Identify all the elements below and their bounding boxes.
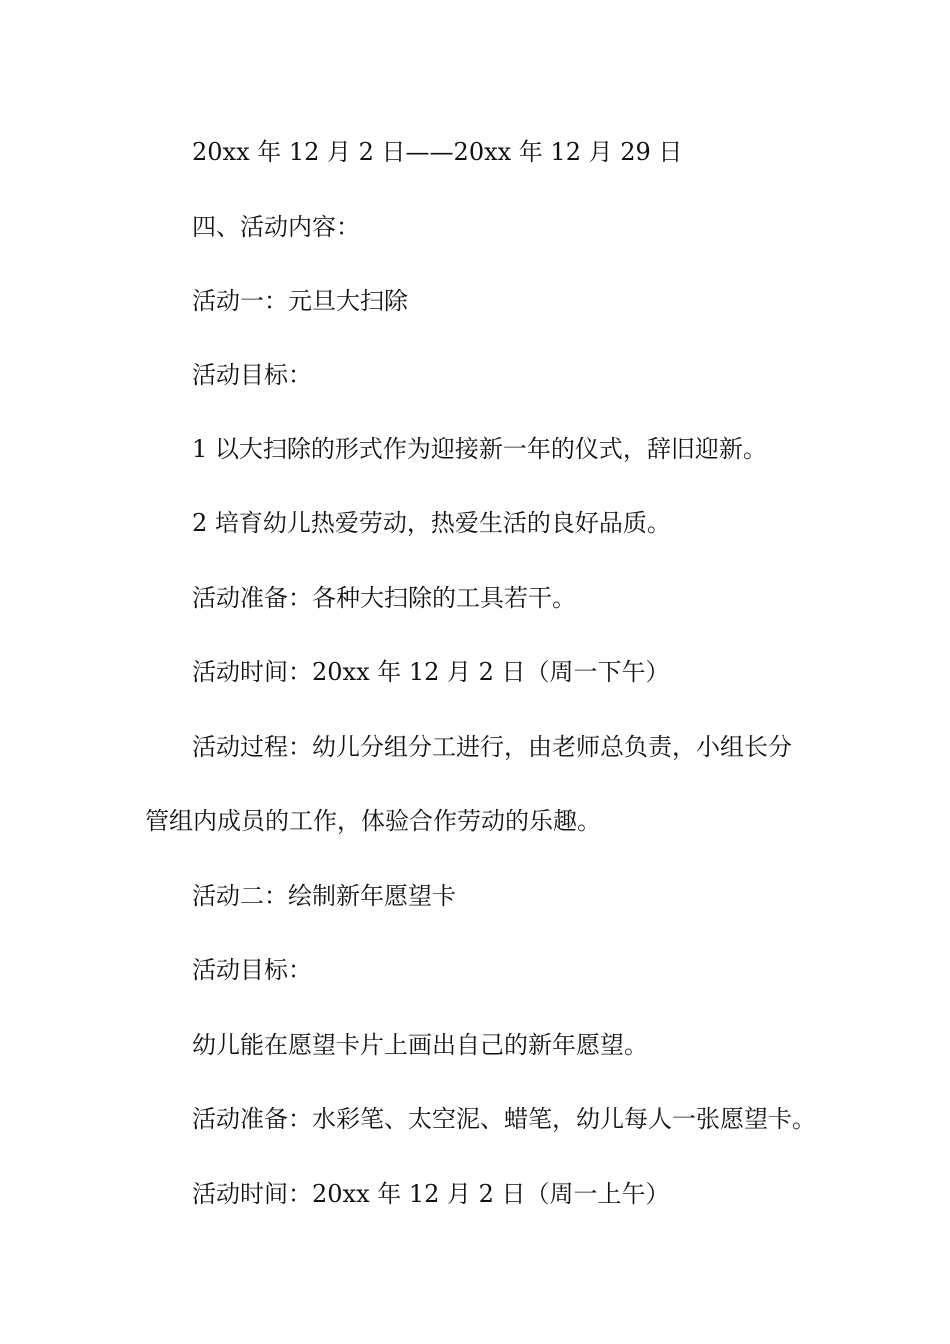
activity-two-goal: 幼儿能在愿望卡片上画出自己的新年愿望。 [192,1031,648,1059]
activity-two-title: 活动二：绘制新年愿望卡 [192,882,456,910]
activity-one-time: 活动时间：20xx 年 12 月 2 日（周一下午） [192,658,670,686]
activity-one-goal-1: 1 以大扫除的形式作为迎接新一年的仪式，辞旧迎新。 [192,435,767,463]
activity-two-goal-label: 活动目标： [192,956,312,984]
activity-one-title: 活动一：元旦大扫除 [192,287,408,315]
section-heading-activity-content: 四、活动内容： [192,213,360,241]
activity-date-range: 20xx 年 12 月 2 日——20xx 年 12 月 29 日 [192,138,683,166]
activity-one-goal-label: 活动目标： [192,361,312,389]
activity-two-time: 活动时间：20xx 年 12 月 2 日（周一上午） [192,1180,670,1208]
activity-one-goal-2: 2 培育幼儿热爱劳动，热爱生活的良好品质。 [192,509,671,537]
activity-one-process-line-1: 活动过程：幼儿分组分工进行，由老师总负责，小组长分 [192,733,792,761]
activity-one-preparation: 活动准备：各种大扫除的工具若干。 [192,584,576,612]
activity-one-process-line-2: 管组内成员的工作，体验合作劳动的乐趣。 [145,807,601,835]
activity-two-preparation: 活动准备：水彩笔、太空泥、蜡笔，幼儿每人一张愿望卡。 [192,1105,816,1133]
